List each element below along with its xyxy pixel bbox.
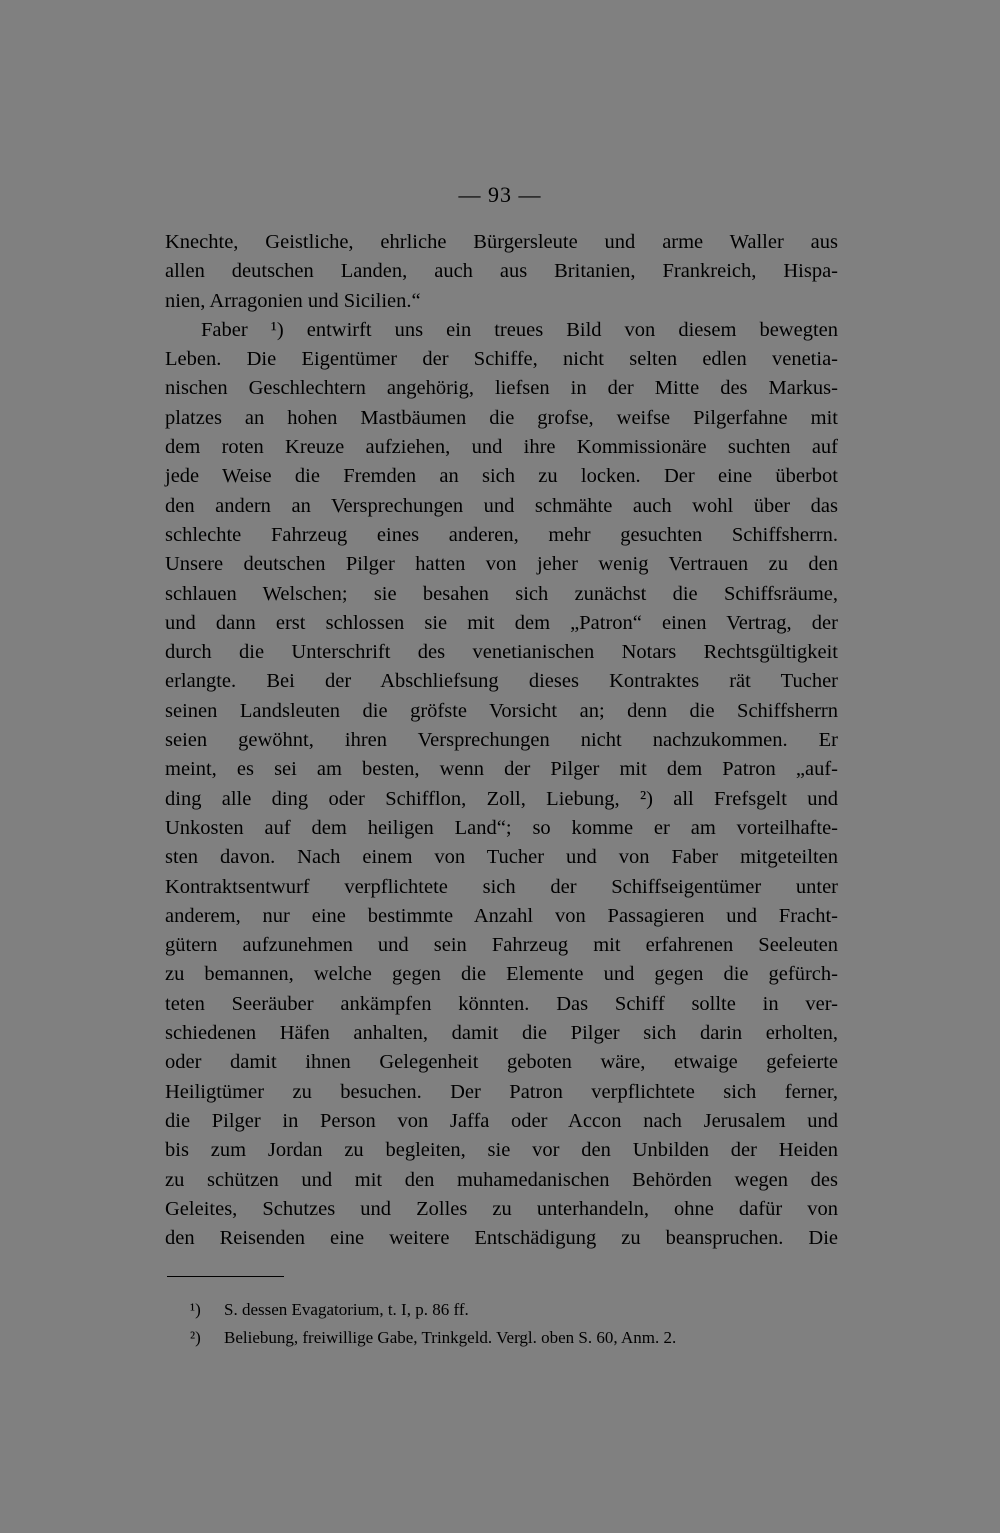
- text-line: dem roten Kreuze aufziehen, und ihre Kommissionäre suchten auf: [165, 436, 838, 459]
- text-line: Knechte, Geistliche, ehrliche Bürgersleute und arme Waller aus: [165, 231, 838, 253]
- footnote-marker: ¹): [190, 1300, 201, 1319]
- footnote-text: Beliebung, freiwillige Gabe, Trinkgeld. Vergl. oben S. 60, Anm. 2.: [224, 1328, 677, 1347]
- text-line: platzes an hohen Mastbäumen die grofse, weifse Pilgerfahne mit: [165, 406, 838, 429]
- text-line: ding alle ding oder Schifflon, Zoll, Liebung, ²) all Frefsgelt und: [165, 787, 838, 810]
- text-line: erlangte. Bei der Abschliefsung dieses Kontraktes rät Tucher: [165, 670, 838, 693]
- footnote-divider: [167, 1276, 284, 1277]
- text-line: Unsere deutschen Pilger hatten von jeher wenig Vertrauen zu den: [165, 553, 838, 576]
- text-line: seinen Landsleuten die gröfste Vorsicht an; denn die Schiffsherrn: [165, 699, 838, 722]
- text-line: nien, Arragonien und Sicilien.“: [165, 289, 421, 312]
- text-line: jede Weise die Fremden an sich zu locken. Der eine überbot: [165, 465, 838, 488]
- footnotes: [190, 1296, 850, 1352]
- text-line: den andern an Versprechungen und schmähte auch wohl über das: [165, 494, 838, 517]
- text-line: den Reisenden eine weitere Entschädigung zu beanspruchen. Die: [165, 1227, 838, 1250]
- text-line: Unkosten auf dem heiligen Land“; so komme er am vorteilhafte-: [165, 816, 838, 839]
- text-line: nischen Geschlechtern angehörig, liefsen in der Mitte des Markus-: [165, 377, 838, 400]
- text-line: anderem, nur eine bestimmte Anzahl von Passagieren und Fracht-: [165, 904, 838, 927]
- text-line: Heiligtümer zu besuchen. Der Patron verpflichtete sich ferner,: [165, 1080, 838, 1103]
- footnote-1: [190, 1296, 850, 1324]
- text-line: zu bemannen, welche gegen die Elemente und gegen die gefürch-: [165, 963, 838, 986]
- text-line: seien gewöhnt, ihren Versprechungen nicht nachzukommen. Er: [165, 729, 838, 752]
- text-line: Geleites, Schutzes und Zolles zu unterhandeln, ohne dafür von: [165, 1197, 838, 1220]
- footnote-2: [190, 1324, 850, 1352]
- text-line: meint, es sei am besten, wenn der Pilger mit dem Patron „auf-: [165, 758, 838, 781]
- body-text: [165, 228, 838, 1253]
- text-line: zu schützen und mit den muhamedanischen Behörden wegen des: [165, 1168, 838, 1191]
- text-line: Faber ¹) entwirft uns ein treues Bild von diesem bewegten: [201, 318, 838, 341]
- page-number: — 93 —: [458, 182, 542, 207]
- text-line: schlechte Fahrzeug eines anderen, mehr gesuchten Schiffsherrn.: [165, 523, 838, 546]
- text-line: teten Seeräuber ankämpfen könnten. Das Schiff sollte in ver-: [165, 992, 838, 1015]
- text-line: Leben. Die Eigentümer der Schiffe, nicht selten edlen venetia-: [165, 348, 838, 371]
- footnote-marker: ²): [190, 1328, 201, 1347]
- text-line: schiedenen Häfen anhalten, damit die Pilger sich darin erholten,: [165, 1022, 838, 1045]
- text-line: bis zum Jordan zu begleiten, sie vor den Unbilden der Heiden: [165, 1139, 838, 1162]
- text-line: oder damit ihnen Gelegenheit geboten wäre, etwaige gefeierte: [165, 1051, 838, 1074]
- text-line: schlauen Welschen; sie besahen sich zunächst die Schiffsräume,: [165, 582, 838, 605]
- text-line: und dann erst schlossen sie mit dem „Patron“ einen Vertrag, der: [165, 611, 838, 634]
- text-line: gütern aufzunehmen und sein Fahrzeug mit erfahrenen Seeleuten: [165, 934, 838, 957]
- text-line: sten davon. Nach einem von Tucher und von Faber mitgeteilten: [165, 846, 838, 869]
- text-line: durch die Unterschrift des venetianischen Notars Rechtsgültigkeit: [165, 641, 838, 664]
- text-line: Kontraktsentwurf verpflichtete sich der Schiffseigentümer unter: [165, 875, 838, 898]
- footnote-text: S. dessen Evagatorium, t. I, p. 86 ff.: [224, 1300, 469, 1319]
- text-line: allen deutschen Landen, auch aus Britanien, Frankreich, Hispa-: [165, 260, 838, 283]
- text-line: die Pilger in Person von Jaffa oder Accon nach Jerusalem und: [165, 1109, 838, 1132]
